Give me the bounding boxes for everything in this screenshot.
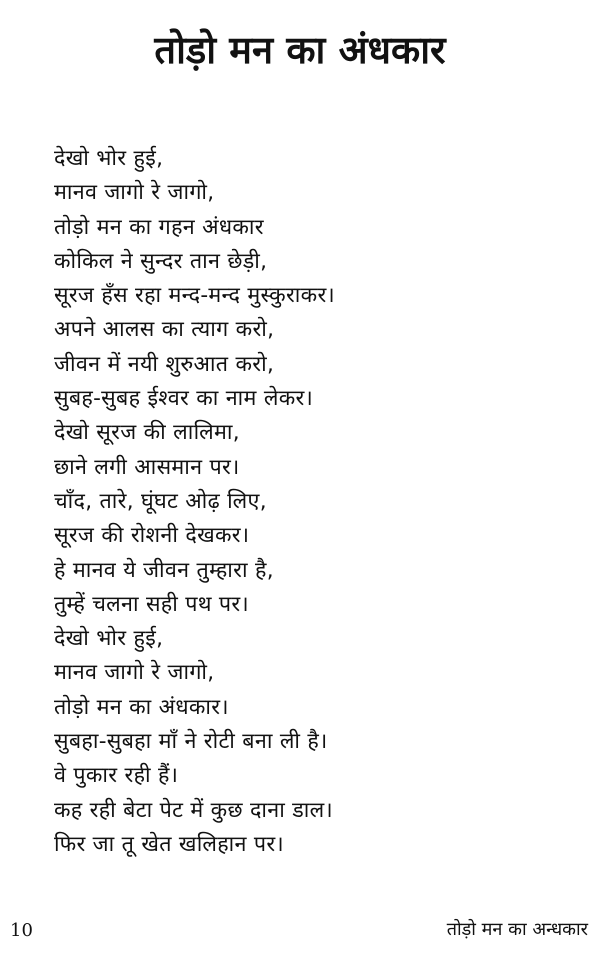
poem-line: अपने आलस का त्याग करो, [54, 317, 275, 343]
poem-line: मानव जागो रे जागो, [54, 180, 215, 206]
poem-line: देखो भोर हुई, [54, 146, 164, 171]
poem-line: सूरज की रोशनी देखकर। [54, 523, 250, 549]
poem-line: तोड़ो मन का गहन अंधकार [54, 214, 264, 240]
poem-title: तोड़ो मन का अंधकार [154, 28, 446, 72]
page-number: 10 [10, 920, 33, 941]
running-title: तोड़ो मन का अन्धकार [446, 919, 588, 940]
poem-line: फिर जा तू खेत खलिहान पर। [54, 831, 284, 857]
poem-line: देखो भोर हुई, [54, 626, 164, 652]
poem-line: कह रही बेटा पेट में कुछ दाना डाल। [54, 797, 333, 823]
poem-line: हे मानव ये जीवन तुम्हारा है, [54, 557, 274, 583]
poem-line: सूरज हँस रहा मन्द-मन्द मुस्कुराकर। [54, 283, 335, 309]
poem-line: सुबहा-सुबहा माँ ने रोटी बना ली है। [54, 729, 328, 755]
poem-line: मानव जागो रे जागो, [54, 660, 215, 686]
poem-line: छाने लगी आसमान पर। [54, 454, 240, 480]
poem-body [54, 142, 594, 862]
poem-line: जीवन में नयी शुरुआत करो, [54, 351, 275, 377]
poem-line: चाँद, तारे, घूंघट ओढ़ लिए, [54, 488, 267, 514]
poem-line: वे पुकार रही हैं। [54, 763, 179, 789]
poem-line: तोड़ो मन का अंधकार। [54, 694, 229, 720]
poem-line: देखो सूरज की लालिमा, [54, 420, 240, 446]
poem-line: कोकिल ने सुन्दर तान छेड़ी, [54, 248, 268, 274]
poem-line: तुम्हें चलना सही पथ पर। [54, 591, 249, 617]
poem-line: सुबह-सुबह ईश्वर का नाम लेकर। [54, 386, 314, 412]
